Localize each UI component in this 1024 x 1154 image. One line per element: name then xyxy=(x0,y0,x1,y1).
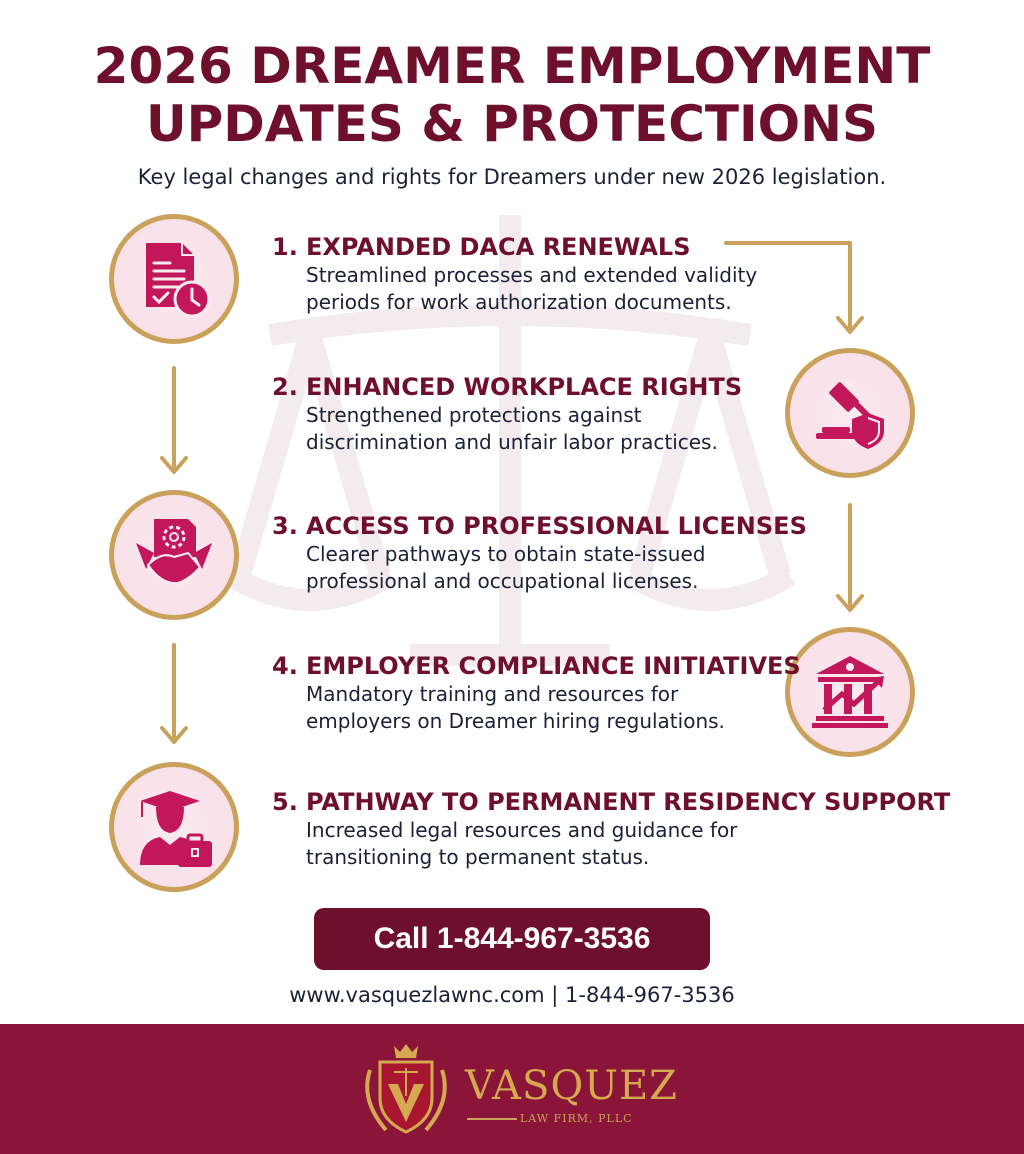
item-number: 3. xyxy=(272,512,298,540)
item-description-line-1: Clearer pathways to obtain state-issued xyxy=(306,542,706,566)
item-title: PATHWAY TO PERMANENT RESIDENCY SUPPORT xyxy=(306,788,951,816)
item-description-line-1: Mandatory training and resources for xyxy=(306,682,679,706)
item-number: 5. xyxy=(272,788,298,816)
item-number: 2. xyxy=(272,373,298,401)
bank-growth-icon xyxy=(808,650,892,734)
law-firm-crest-logo-icon xyxy=(356,1040,456,1140)
item-title: ENHANCED WORKPLACE RIGHTS xyxy=(306,373,743,401)
item-4-icon-circle xyxy=(785,627,915,757)
item-number: 4. xyxy=(272,652,298,680)
page-title-line-2: UPDATES & PROTECTIONS xyxy=(146,95,878,153)
list-item-1 xyxy=(272,232,757,316)
page-subtitle: Key legal changes and rights for Dreamers under new 2026 legislation. xyxy=(137,165,887,189)
page-title-line-1: 2026 DREAMER EMPLOYMENT xyxy=(93,37,931,95)
handshake-gear-icon xyxy=(132,513,216,597)
item-5-icon-circle xyxy=(109,762,239,892)
item-description-line-2: transitioning to permanent status. xyxy=(306,845,650,869)
item-1-icon-circle xyxy=(109,214,239,344)
call-button[interactable]: Call 1-844-967-3536 xyxy=(314,908,710,970)
item-description-line-2: periods for work authorization documents. xyxy=(306,290,732,314)
list-item-2 xyxy=(272,372,742,456)
item-title: EMPLOYER COMPLIANCE INITIATIVES xyxy=(306,652,801,680)
graduate-briefcase-icon xyxy=(132,785,216,869)
brand-divider xyxy=(467,1118,517,1120)
brand-name: VASQUEZ xyxy=(465,1063,678,1109)
item-description-line-2: employers on Dreamer hiring regulations. xyxy=(306,709,725,733)
item-description-line-2: discrimination and unfair labor practices. xyxy=(306,430,718,454)
item-description-line-1: Streamlined processes and extended validity xyxy=(306,263,758,287)
item-description-line-2: professional and occupational licenses. xyxy=(306,569,699,593)
item-title: EXPANDED DACA RENEWALS xyxy=(306,233,691,261)
item-2-icon-circle xyxy=(785,348,915,478)
gavel-shield-icon xyxy=(808,371,892,455)
document-clock-icon xyxy=(132,237,216,321)
list-item-4 xyxy=(272,651,801,735)
list-item-5 xyxy=(272,787,950,871)
item-description-line-1: Increased legal resources and guidance for xyxy=(306,818,738,842)
item-description-line-1: Strengthened protections against xyxy=(306,403,642,427)
item-title: ACCESS TO PROFESSIONAL LICENSES xyxy=(306,512,807,540)
brand-subtitle: LAW FIRM, PLLC xyxy=(520,1112,633,1125)
list-item-3 xyxy=(272,511,807,595)
item-number: 1. xyxy=(272,233,298,261)
item-3-icon-circle xyxy=(109,490,239,620)
contact-info: www.vasquezlawnc.com | 1-844-967-3536 xyxy=(289,983,735,1007)
